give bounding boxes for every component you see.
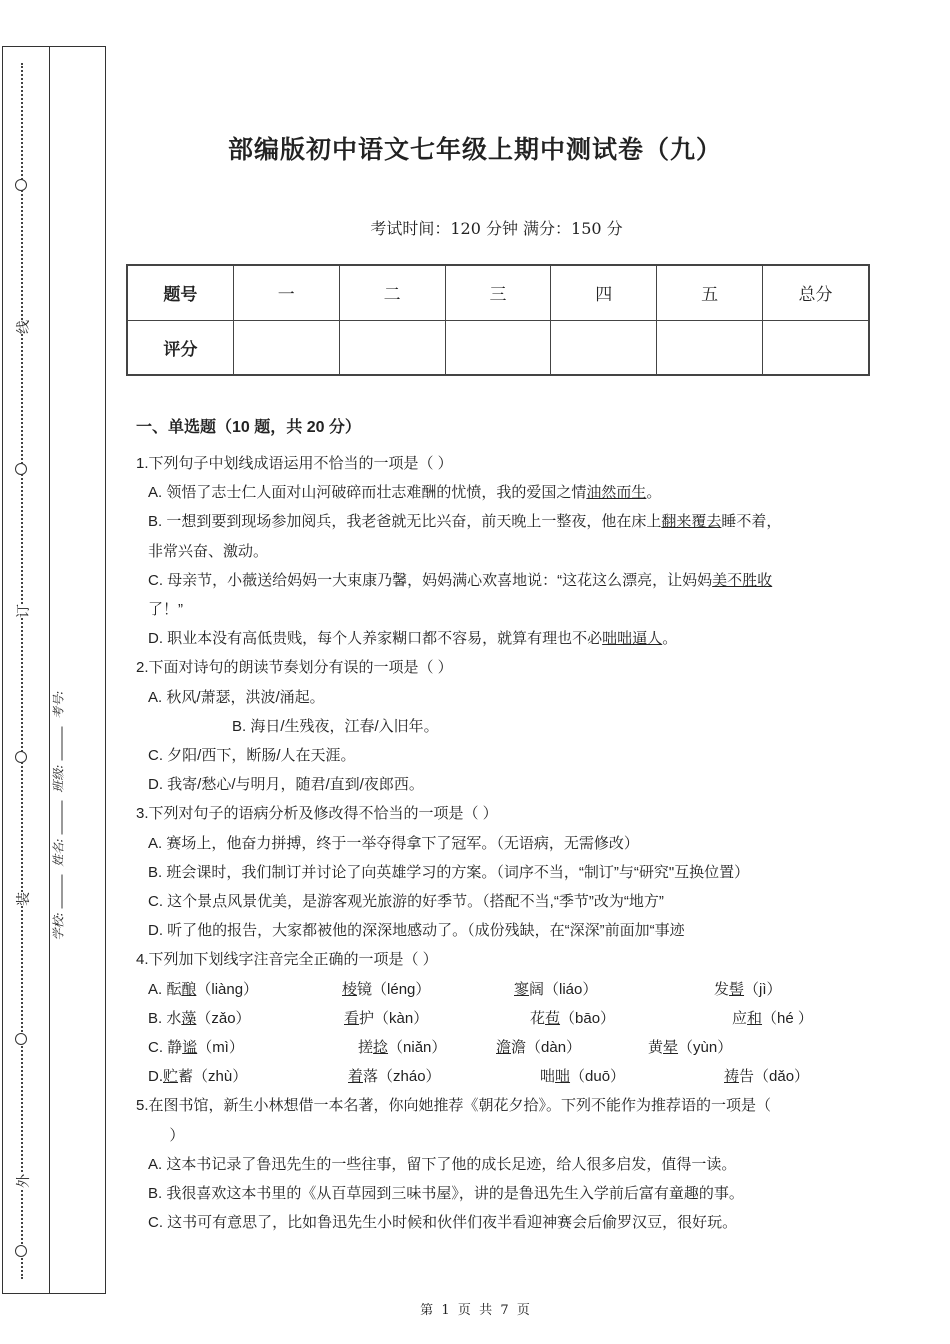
header-cell: 一 <box>233 265 339 320</box>
class-label: 班级: <box>51 764 66 793</box>
q4-option-row: B. 水藻（zǎo） 看护（kàn） 花苞（bāo） 应和（hé ） <box>148 1009 813 1027</box>
question-content <box>136 414 866 1237</box>
name-field[interactable] <box>62 801 63 835</box>
q1-option-b: B. 一想到要到现场参加阅兵，我老爸就无比兴奋，前天晚上一整夜，他在床上翻来覆去睡不着， 非常兴奋、激动。 <box>148 513 782 560</box>
name-label: 姓名: <box>51 838 66 867</box>
binding-label-outer: 外 <box>16 1174 32 1188</box>
score-table <box>126 264 870 376</box>
score-table-score-row <box>127 320 869 375</box>
binding-hole <box>15 463 27 475</box>
header-cell: 二 <box>339 265 445 320</box>
q1-option-c: C. 母亲节，小薇送给妈妈一大束康乃馨，妈妈满心欢喜地说：“这花这么漂亮，让妈妈美不胜收 了！” <box>148 571 773 619</box>
page-title: 部编版初中语文七年级上期中测试卷（九） <box>227 135 722 164</box>
binding-label-line: 线 <box>16 320 32 334</box>
q5-option-a: A. 这本书记录了鲁迅先生的一些往事，留下了他的成长足迹，给人很多启发，值得一读。 <box>148 1155 737 1173</box>
q2-option-c: C. 夕阳/西下，断肠/人在天涯。 <box>148 747 356 765</box>
binding-hole <box>15 1245 27 1257</box>
binding-hole <box>15 1033 27 1045</box>
q2-option-d: D. 我寄/愁心/与明月，随君/直到/夜郎西。 <box>148 776 424 794</box>
student-info <box>50 691 67 941</box>
header-cell: 三 <box>445 265 551 320</box>
q2-option-b: B. 海日/生残夜，江春/入旧年。 <box>232 717 439 735</box>
section-heading: 一、单选题（10 题，共 20 分） <box>136 419 361 436</box>
score-cell[interactable] <box>339 320 445 375</box>
score-cell[interactable] <box>551 320 657 375</box>
binding-label-order: 订 <box>16 604 32 618</box>
page-footer: 第 1 页 共 7 页 <box>420 1303 530 1318</box>
binding-hole <box>15 751 27 763</box>
score-cell[interactable] <box>233 320 339 375</box>
score-cell[interactable] <box>763 320 869 375</box>
header-cell: 四 <box>551 265 657 320</box>
q4-option-row: A. 酝酿（liàng） 棱镜（léng） 寥阔（liáo） 发髻（jì） <box>148 980 782 998</box>
q5-option-b: B. 我很喜欢这本书里的《从百草园到三味书屋》，讲的是鲁迅先生入学前后富有童趣的事。 <box>148 1185 744 1203</box>
header-cell: 总分 <box>763 265 869 320</box>
score-cell[interactable] <box>445 320 551 375</box>
q1-option-a: A. 领悟了志士仁人面对山河破碎而壮志难酬的忧愤，我的爱国之情油然而生。 <box>148 484 662 502</box>
score-table-header-row <box>127 265 869 320</box>
question-4-stem: 4.下列加下划线字注音完全正确的一项是（ ） <box>136 951 438 969</box>
q3-option-c: C. 这个景点风景优美，是游客观光旅游的好季节。（搭配不当,“季节”改为“地方” <box>148 893 664 911</box>
question-2-stem: 2.下面对诗句的朗读节奏划分有误的一项是（ ） <box>136 659 453 677</box>
header-cell: 题号 <box>127 265 233 320</box>
q4-option-row: C. 静谧（mì） 搓捻（niǎn） 澹澹（dàn） 黄晕（yùn） <box>148 1039 733 1057</box>
binding-hole <box>15 179 27 191</box>
question-1-stem: 1.下列句子中划线成语运用不恰当的一项是（ ） <box>136 455 453 472</box>
score-cell[interactable] <box>657 320 763 375</box>
question-5-stem: 5.在图书馆，新生小林想借一本名著，你向她推荐《朝花夕拾》。下列不能作为推荐语的一项是（ ） <box>136 1097 772 1144</box>
binding-label-bind: 装 <box>16 892 32 906</box>
q3-option-a: A. 赛场上，他奋力拼搏，终于一举夺得拿下了冠军。（无语病，无需修改） <box>148 834 639 852</box>
score-label-cell: 评分 <box>127 320 233 375</box>
exam-info: 考试时间：120 分钟 满分：150 分 <box>370 219 623 238</box>
q3-option-b: B. 班会课时，我们制订并讨论了向英雄学习的方案。（词序不当，“制订”与“研究"互换位置） <box>148 863 750 881</box>
number-label: 考号: <box>51 690 66 719</box>
q1-option-d: D. 职业本没有高低贵贱，每个人养家糊口都不容易，就算有理也不必咄咄逼人。 <box>148 630 678 648</box>
school-field[interactable] <box>62 874 63 908</box>
q4-option-row: D.贮蓄（zhù） 着落（zháo） 咄咄（duō） 祷告（dǎo） <box>148 1068 810 1086</box>
q5-option-c: C. 这书可有意思了，比如鲁迅先生小时候和伙伴们夜半看迎神赛会后偷罗汉豆，很好玩。 <box>148 1214 738 1232</box>
q2-option-a: A. 秋风/萧瑟，洪波/涌起。 <box>148 688 325 706</box>
dotted-cut-line <box>21 63 25 1279</box>
class-field[interactable] <box>62 727 63 761</box>
header-cell: 五 <box>657 265 763 320</box>
question-3-stem: 3.下列对句子的语病分析及修改得不恰当的一项是（ ） <box>136 805 498 823</box>
school-label: 学校: <box>51 912 66 941</box>
q3-option-d: D. 听了他的报告，大家都被他的深深地感动了。（成份残缺，在“深深”前面加“事迹 <box>148 922 685 940</box>
